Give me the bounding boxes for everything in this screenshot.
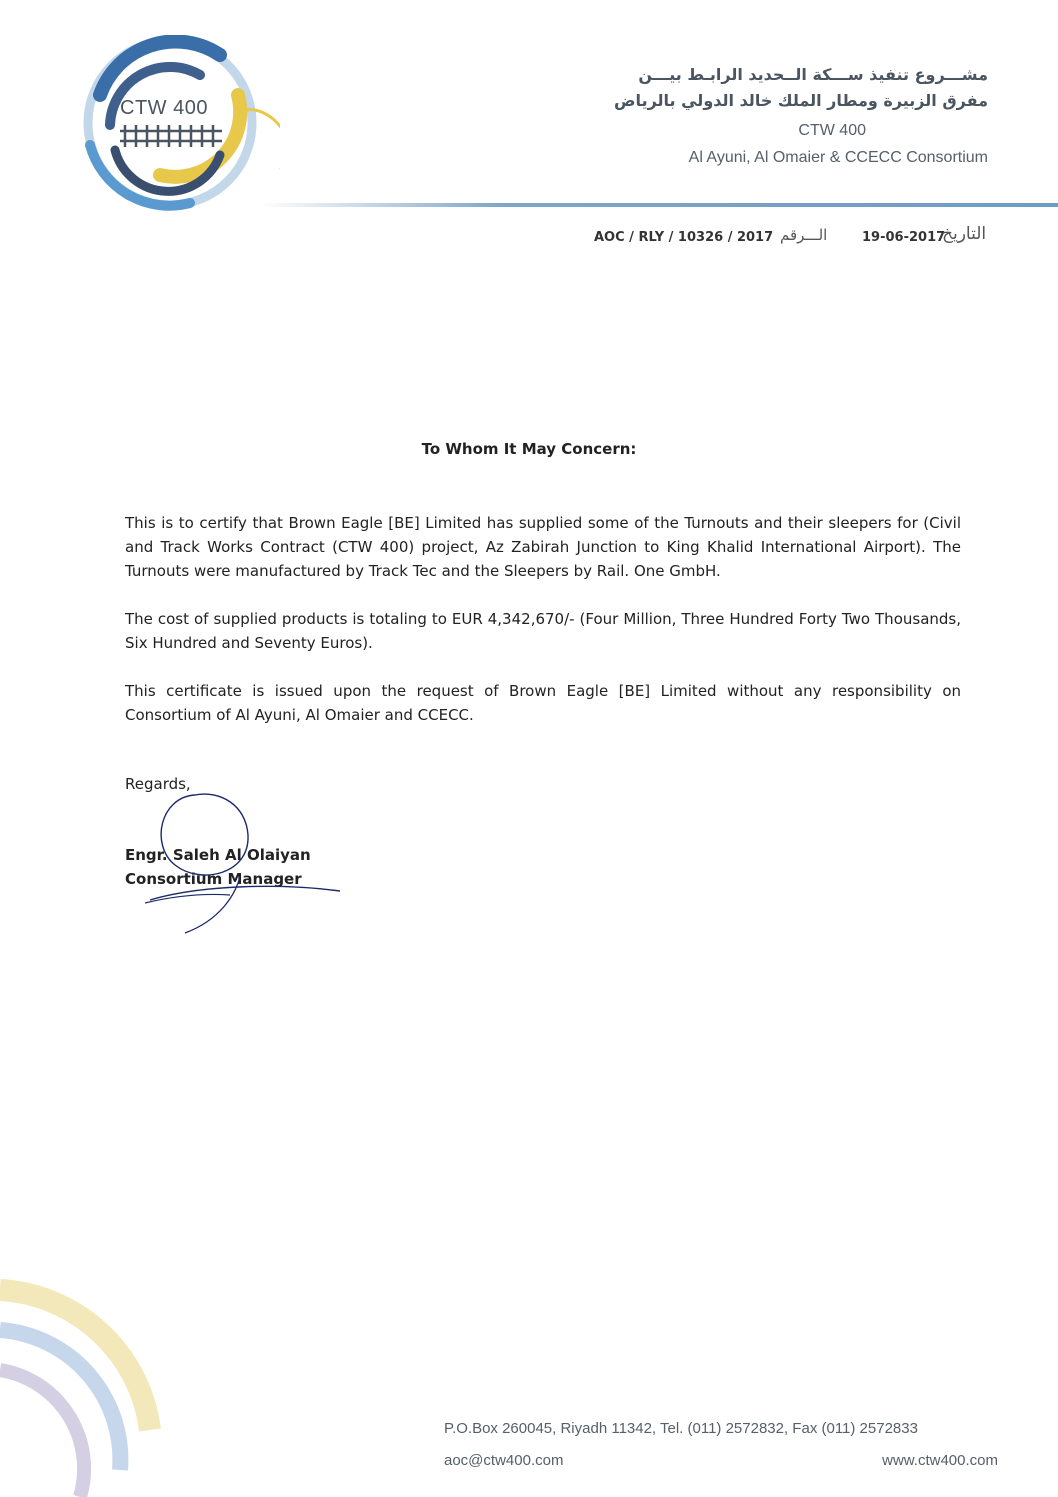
project-code: CTW 400 — [798, 122, 866, 139]
reference-date: 19-06-2017 — [862, 230, 946, 245]
paragraph-3: This certificate is issued upon the request of Brown Eagle [BE] Limited without any responsibility on Consortium of Al Ayuni, Al Omaier and CCECC. — [125, 682, 961, 724]
footer-website: www.ctw400.com — [882, 1452, 998, 1469]
logo-rings-icon — [70, 35, 280, 215]
consortium-name: Al Ayuni, Al Omaier & CCECC Consortium — [688, 149, 988, 166]
footer-email: aoc@ctw400.com — [444, 1452, 564, 1469]
paragraph-2: The cost of supplied products is totaling to EUR 4,342,670/- (Four Million, Three Hundred Forty Two Thousands, Six Hundred and Seventy Euros). — [125, 610, 961, 652]
header-divider — [260, 203, 1058, 207]
ctw400-logo — [70, 35, 280, 215]
reference-number-label: الـــرقم — [780, 226, 828, 244]
letterhead — [568, 62, 988, 170]
closing: Regards, — [125, 775, 191, 793]
reference-number: AOC / RLY / 10326 / 2017 — [594, 230, 774, 245]
signatory-title: Consortium Manager — [125, 870, 302, 888]
signatory-name: Engr. Saleh Al Olaiyan — [125, 846, 311, 864]
arabic-project-line1: مشـــروع تنفيذ ســـكة الــحديد الرابـط بيـــن — [638, 65, 988, 84]
footer-address: P.O.Box 260045, Riyadh 11342, Tel. (011) 2572832, Fax (011) 2572833 — [444, 1420, 918, 1437]
logo-text: CTW 400 — [120, 97, 208, 119]
handwritten-signature — [140, 785, 350, 940]
reference-date-label: التاريخ — [942, 224, 987, 244]
paragraph-1: This is to certify that Brown Eagle [BE] Limited has supplied some of the Turnouts and their sleepers for (Civil and Track Works Contract (CTW 400) project, Az Zabirah Junction to King Khalid International Airport). The Turnouts were manufactured by Track Tec and the Sleepers by Rail. One GmbH. — [125, 514, 961, 580]
arabic-project-line2: مفرق الزبيرة ومطار الملك خالد الدولي بالرياض — [614, 91, 988, 110]
footer-rings-decoration — [0, 1270, 180, 1497]
letter-title: To Whom It May Concern: — [421, 440, 637, 458]
